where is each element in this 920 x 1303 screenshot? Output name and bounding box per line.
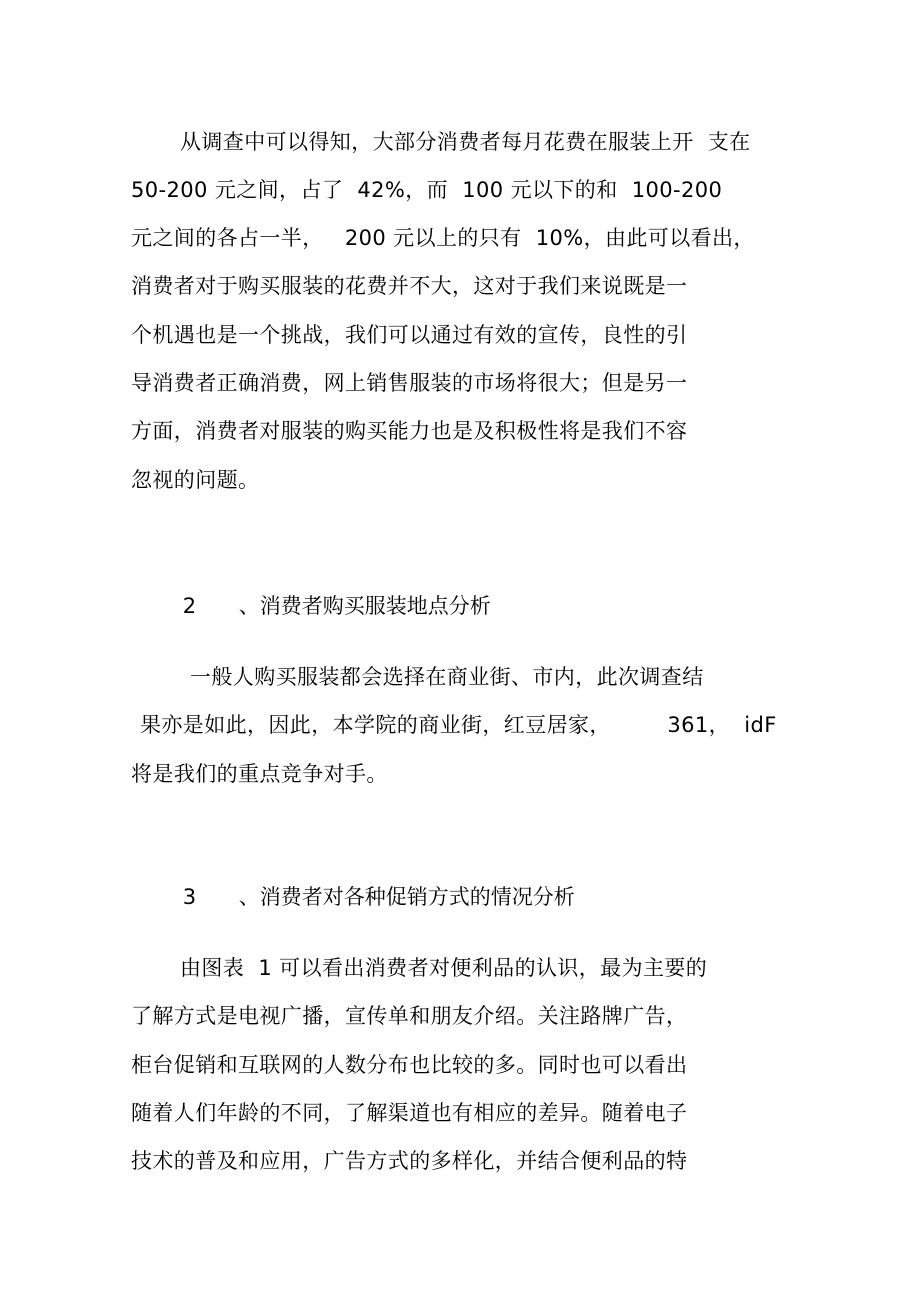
- paragraph1-line-7: 方面，消费者对服装的购买能力也是及积极性将是我们不容: [131, 419, 688, 443]
- paragraph3-line-5: 技术的普及和应用，广告方式的多样化，并结合便利品的特: [131, 1149, 688, 1173]
- paragraph3-line-3: 柜台促销和互联网的人数分布也比较的多。同时也可以看出: [131, 1053, 688, 1077]
- paragraph3-line-4: 随着人们年龄的不同，了解渠道也有相应的差异。随着电子: [131, 1101, 688, 1125]
- paragraph1-line-2: 50-200 元之间，占了 42%，而 100 元以下的和 100-200: [131, 178, 723, 202]
- section2-heading: [156, 567, 491, 645]
- section2-number: 2: [182, 594, 197, 618]
- paragraph3-line-1: 由图表 1 可以看出消费者对便利品的认识，最为主要的: [180, 956, 708, 980]
- section2-title: 、消费者购买服装地点分析: [238, 594, 491, 618]
- paragraph2-line-1: 一般人购买服装都会选择在商业街、市内，此次调查结: [190, 665, 704, 689]
- paragraph1-line-1: 从调查中可以得知，大部分消费者每月花费在服装上开 支在: [180, 130, 751, 154]
- section3-title: 、消费者对各种促销方式的情况分析: [238, 885, 575, 909]
- section3-heading: [156, 858, 575, 936]
- paragraph1-line-3: 元之间的各占一半， 200 元以上的只有 10%，由此可以看出，: [131, 226, 755, 250]
- paragraph1-line-6: 导消费者正确消费，网上销售服装的市场将很大；但是另一: [131, 371, 688, 395]
- paragraph3-line-2: 了解方式是电视广播，宣传单和朋友介绍。关注路牌广告，: [131, 1004, 688, 1028]
- paragraph1-line-4: 消费者对于购买服装的花费并不大，这对于我们来说既是一: [131, 274, 688, 298]
- section3-number: 3: [182, 885, 197, 909]
- paragraph1-line-8: 忽视的问题。: [131, 468, 260, 492]
- paragraph2-line-2: 果亦是如此，因此，本学院的商业街，红豆居家， 361， idF: [140, 713, 777, 737]
- paragraph1-line-5: 个机遇也是一个挑战，我们可以通过有效的宣传，良性的引: [131, 323, 688, 347]
- paragraph2-line-3: 将是我们的重点竞争对手。: [131, 762, 388, 786]
